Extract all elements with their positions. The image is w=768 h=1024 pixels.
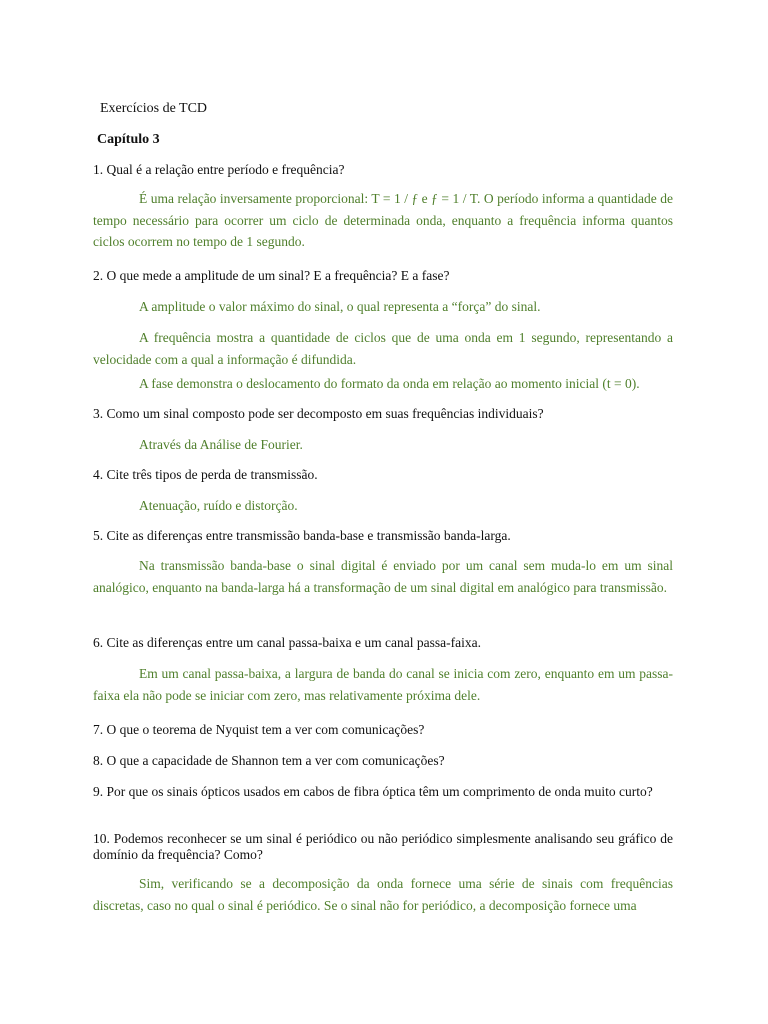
document-title: Exercícios de TCD bbox=[100, 101, 208, 116]
question-6: 6. Cite as diferenças entre um canal passa-baixa e um canal passa-faixa. bbox=[93, 635, 481, 650]
question-8: 8. O que a capacidade de Shannon tem a ver com comunicações? bbox=[93, 753, 445, 768]
question-10: 10. Podemos reconhecer se um sinal é periódico ou não periódico simplesmente analisando seu gráfico de domínio da frequência? Como? bbox=[93, 831, 673, 862]
answer-5: Na transmissão banda-base o sinal digital é enviado por um canal sem muda-lo em um sinal analógico, enquanto na banda-larga há a transformação de um sinal digital em analógico para transmissão. bbox=[93, 558, 673, 595]
question-3: 3. Como um sinal composto pode ser decomposto em suas frequências individuais? bbox=[93, 406, 544, 421]
question-9: 9. Por que os sinais ópticos usados em cabos de fibra óptica têm um comprimento de onda muito curto? bbox=[93, 784, 653, 799]
answer-1: É uma relação inversamente proporcional: T = 1 / ƒ e ƒ = 1 / T. O período informa a quantidade de tempo necessário para ocorrer um ciclo de determinada onda, enquanto a frequência informa quantos ciclos ocorrem no tempo de 1 segundo. bbox=[93, 191, 673, 249]
question-1: 1. Qual é a relação entre período e frequência? bbox=[93, 162, 345, 177]
answer-3: Através da Análise de Fourier. bbox=[139, 437, 303, 452]
answer-4: Atenuação, ruído e distorção. bbox=[139, 498, 298, 513]
answer-2-phase: A fase demonstra o deslocamento do formato da onda em relação ao momento inicial (t = 0). bbox=[139, 376, 640, 391]
chapter-heading: Capítulo 3 bbox=[97, 132, 160, 147]
question-4: 4. Cite três tipos de perda de transmissão. bbox=[93, 467, 318, 482]
answer-2-amplitude: A amplitude o valor máximo do sinal, o qual representa a “força” do sinal. bbox=[139, 299, 541, 314]
question-7: 7. O que o teorema de Nyquist tem a ver com comunicações? bbox=[93, 722, 425, 737]
question-2: 2. O que mede a amplitude de um sinal? E a frequência? E a fase? bbox=[93, 268, 450, 283]
answer-2-frequency: A frequência mostra a quantidade de ciclos que de uma onda em 1 segundo, representando a velocidade com a qual a informação é difundida. bbox=[93, 330, 673, 367]
answer-6: Em um canal passa-baixa, a largura de banda do canal se inicia com zero, enquanto em um passa-faixa ela não pode se iniciar com zero, mas relativamente próxima dele. bbox=[93, 666, 673, 703]
question-5: 5. Cite as diferenças entre transmissão banda-base e transmissão banda-larga. bbox=[93, 528, 511, 543]
answer-10: Sim, verificando se a decomposição da onda fornece uma série de sinais com frequências discretas, caso no qual o sinal é periódico. Se o sinal não for periódico, a decomposição fornece uma bbox=[93, 876, 673, 913]
